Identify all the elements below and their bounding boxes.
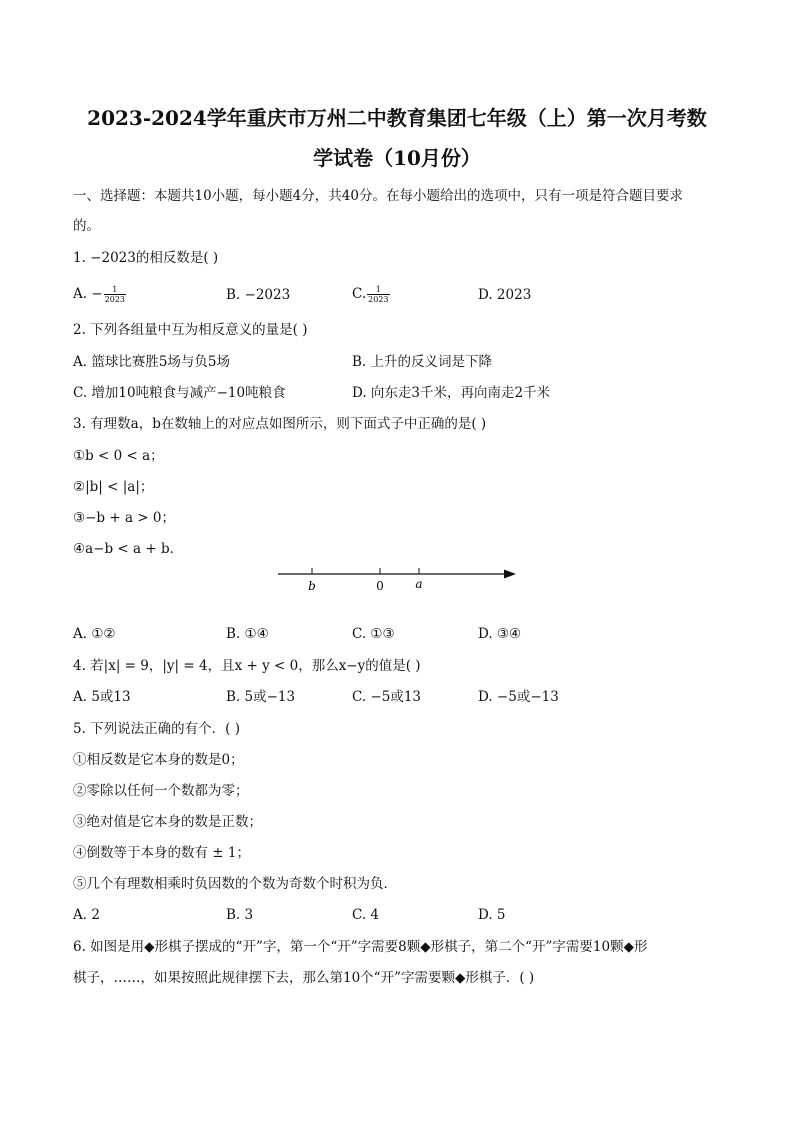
q1-option-a-fraction [104,285,126,304]
q5-statement-3: ③绝对值是它本身的数是正数； [73,814,262,830]
q3-statement-2: ②|b| < |a|； [73,479,154,495]
q5-option-c: C. 4 [352,907,380,923]
q1-option-c-denominator: 2023 [368,295,389,304]
q3-stem: 3. 有理数a，b在数轴上的对应点如图所示，则下面式子中正确的是( ) [73,416,487,432]
q4-option-b: B. 5或−13 [226,689,296,705]
q5-statement-4: ④倒数等于本身的数有 ± 1； [73,845,250,861]
q3-option-b: B. ①④ [226,626,269,642]
q2-option-b: B. 上升的反义词是下降 [352,354,493,370]
q4-option-a: A. 5或13 [73,689,131,705]
q1-option-a [73,284,126,304]
label-a: a [415,577,423,591]
q5-option-a: A. 2 [73,907,100,923]
q1-option-c-fraction [367,285,389,304]
q6-stem-line-2: 棋子，……，如果按照此规律摆下去，那么第10个“开”字需要颗◆形棋子．( ) [73,970,535,986]
section-instructions-line-1: 一、选择题：本题共10小题，每小题4分，共40分。在每小题给出的选项中，只有一项是符合题目要求 [73,188,683,204]
q2-option-c: C. 增加10吨粮食与减产−10吨粮食 [73,385,286,401]
q2-option-d: D. 向东走3千米，再向南走2千米 [352,385,551,401]
q5-stem: 5. 下列说法正确的有个．( ) [73,721,240,737]
q3-number-line [270,558,530,598]
q5-statement-5: ⑤几个有理数相乘时负因数的个数为奇数个时积为负． [73,876,397,892]
q5-statement-1: ①相反数是它本身的数是0； [73,752,244,768]
q1-option-c [352,284,390,304]
q5-option-b: B. 3 [226,907,254,923]
q3-option-a: A. ①② [73,626,116,642]
q5-statement-2: ②零除以任何一个数都为零； [73,783,249,799]
q6-stem-line-1: 6. 如图是用◆形棋子摆成的“开”字，第一个“开”字需要8颗◆形棋子，第二个“开”字需要10颗◆形 [73,939,648,955]
q1-option-b: B. −2023 [226,287,291,303]
q1-option-c-label: C. [352,286,367,302]
q3-option-d: D. ③④ [478,626,522,642]
q1-stem: 1. −2023的相反数是( ) [73,250,219,266]
q1-option-a-denominator: 2023 [104,295,126,304]
q4-option-c: C. −5或13 [352,689,422,705]
q3-option-c: C. ①③ [352,626,395,642]
q3-statement-3: ③−b + a > 0； [73,510,175,526]
q1-option-d: D. 2023 [478,287,532,303]
q1-option-a-numerator: 1 [104,285,126,295]
label-0: 0 [376,579,384,593]
number-line-arrow [504,570,516,579]
q4-stem: 4. 若|x| = 9，|y| = 4，且x + y < 0，那么x−y的值是( ) [73,658,421,674]
q4-option-d: D. −5或−13 [478,689,559,705]
label-b: b [308,579,316,593]
q1-option-c-numerator: 1 [367,285,389,295]
q2-stem: 2. 下列各组量中互为相反意义的量是( ) [73,322,308,338]
section-instructions-line-2: 的。 [73,218,100,234]
q2-option-a: A. 篮球比赛胜5场与负5场 [73,354,231,370]
exam-title-line-2: 学试卷（10月份） [313,146,481,170]
q3-statement-1: ①b < 0 < a； [73,448,164,464]
q3-statement-4: ④a−b < a + b． [73,541,184,557]
q1-option-a-label: A. − [73,286,103,302]
q5-option-d: D. 5 [478,907,506,923]
exam-title-line-1: 2023-2024学年重庆市万州二中教育集团七年级（上）第一次月考数 [87,106,707,130]
